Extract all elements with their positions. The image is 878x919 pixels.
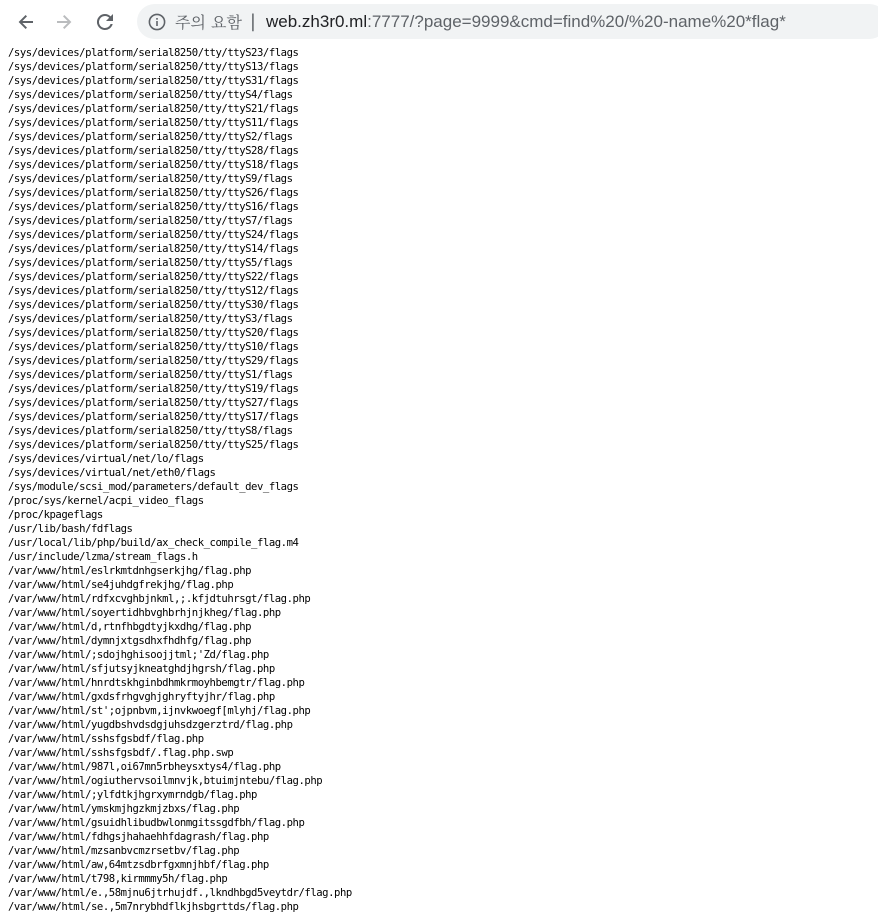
output-line: /proc/sys/kernel/acpi_video_flags — [8, 495, 204, 507]
output-line: /var/www/html/;sdojhghisoojjtml;'Zd/flag.php — [8, 649, 269, 661]
reload-icon — [95, 12, 115, 32]
output-line: /var/www/html/sfjutsyjkneatghdjhgrsh/flag.php — [8, 663, 275, 675]
output-line: /var/www/html/ymskmjhgzkmjzbxs/flag.php — [8, 803, 240, 815]
output-line: /sys/devices/platform/serial8250/tty/ttyS3/flags — [8, 313, 293, 325]
url-text[interactable] — [266, 12, 786, 32]
output-line: /sys/devices/platform/serial8250/tty/ttyS26/flags — [8, 187, 299, 199]
output-line: /sys/devices/platform/serial8250/tty/ttyS31/flags — [8, 75, 299, 87]
output-line: /var/www/html/ogiuthervsoilmnvjk,btuimjntebu/flag.php — [8, 775, 323, 787]
output-line: /var/www/html/sshsfgsbdf/.flag.php.swp — [8, 747, 234, 759]
info-icon[interactable] — [147, 12, 167, 32]
output-line: /var/www/html/se4juhdgfrekjhg/flag.php — [8, 579, 234, 591]
output-line: /var/www/html/fdhgsjhahaehhfdagrash/flag.php — [8, 831, 269, 843]
output-line: /sys/devices/platform/serial8250/tty/ttyS10/flags — [8, 341, 299, 353]
output-line: /var/www/html/;ylfdtkjhgrxymrndgb/flag.php — [8, 789, 257, 801]
output-line: /var/www/html/yugdbshvdsdgjuhsdzgerztrd/flag.php — [8, 719, 293, 731]
output-line: /sys/devices/virtual/net/eth0/flags — [8, 467, 216, 479]
output-line: /sys/devices/platform/serial8250/tty/ttyS2/flags — [8, 131, 293, 143]
url-separator: | — [249, 11, 256, 32]
output-line: /sys/devices/platform/serial8250/tty/ttyS27/flags — [8, 397, 299, 409]
output-line: /sys/devices/platform/serial8250/tty/ttyS17/flags — [8, 411, 299, 423]
output-line: /sys/devices/platform/serial8250/tty/ttyS22/flags — [8, 271, 299, 283]
output-line: /var/www/html/soyertidhbvghbrhjnjkheg/flag.php — [8, 607, 281, 619]
output-line: /sys/devices/platform/serial8250/tty/ttyS5/flags — [8, 257, 293, 269]
output-line: /sys/devices/platform/serial8250/tty/ttyS4/flags — [8, 89, 293, 101]
output-line: /var/www/html/987l,oi67mn5rbheysxtys4/flag.php — [8, 761, 281, 773]
output-line: /sys/devices/platform/serial8250/tty/ttyS16/flags — [8, 201, 299, 213]
output-line: /sys/devices/virtual/net/lo/flags — [8, 453, 204, 465]
output-line: /var/www/html/st';ojpnbvm,ijnvkwoegf[mlyhj/flag.php — [8, 705, 311, 717]
browser-toolbar — [0, 0, 878, 44]
output-line: /var/www/html/dymnjxtgsdhxfhdhfg/flag.php — [8, 635, 252, 647]
output-line: /sys/devices/platform/serial8250/tty/ttyS9/flags — [8, 173, 293, 185]
output-line: /var/www/html/t798,kirmmmy5h/flag.php — [8, 873, 228, 885]
output-line: /sys/devices/platform/serial8250/tty/ttyS30/flags — [8, 299, 299, 311]
command-output — [8, 46, 876, 914]
output-line: /var/www/html/sshsfgsbdf/flag.php — [8, 733, 204, 745]
output-line: /var/www/html/e.,58mjnu6jtrhujdf.,lkndhbgd5veytdr/flag.php — [8, 887, 352, 899]
output-line: /sys/devices/platform/serial8250/tty/ttyS1/flags — [8, 369, 293, 381]
url-path-query: :7777/?page=9999&cmd=find%20/%20-name%20*flag* — [367, 11, 786, 31]
output-line: /sys/devices/platform/serial8250/tty/ttyS19/flags — [8, 383, 299, 395]
output-line: /sys/devices/platform/serial8250/tty/ttyS18/flags — [8, 159, 299, 171]
output-line: /var/www/html/gsuidhlibudbwlonmgitssgdfbh/flag.php — [8, 817, 305, 829]
forward-button[interactable] — [48, 6, 80, 38]
output-line: /var/www/html/se.,5m7nrybhdflkjhsbgrttds/flag.php — [8, 901, 299, 913]
output-line: /proc/kpageflags — [8, 509, 103, 521]
output-line: /sys/devices/platform/serial8250/tty/ttyS24/flags — [8, 229, 299, 241]
output-line: /sys/devices/platform/serial8250/tty/ttyS20/flags — [8, 327, 299, 339]
output-line: /sys/devices/platform/serial8250/tty/ttyS21/flags — [8, 103, 299, 115]
arrow-right-icon — [54, 12, 74, 32]
arrow-left-icon — [16, 12, 36, 32]
security-label[interactable]: 주의 요함 — [175, 13, 242, 32]
output-line: /sys/devices/platform/serial8250/tty/ttyS25/flags — [8, 439, 299, 451]
output-line: /var/www/html/rdfxcvghbjnkml,;.kfjdtuhrsgt/flag.php — [8, 593, 311, 605]
output-line: /var/www/html/hnrdtskhginbdhmkrmoyhbemgtr/flag.php — [8, 677, 305, 689]
output-line: /var/www/html/d,rtnfhbgdtyjkxdhg/flag.php — [8, 621, 252, 633]
output-line: /sys/devices/platform/serial8250/tty/ttyS13/flags — [8, 61, 299, 73]
output-line: /sys/devices/platform/serial8250/tty/ttyS7/flags — [8, 215, 293, 227]
output-line: /sys/devices/platform/serial8250/tty/ttyS8/flags — [8, 425, 293, 437]
output-line: /usr/lib/bash/fdflags — [8, 523, 133, 535]
back-button[interactable] — [10, 6, 42, 38]
address-bar[interactable] — [137, 4, 878, 39]
output-line: /sys/devices/platform/serial8250/tty/ttyS12/flags — [8, 285, 299, 297]
reload-button[interactable] — [89, 6, 121, 38]
output-line: /usr/local/lib/php/build/ax_check_compile_flag.m4 — [8, 537, 299, 549]
output-line: /sys/devices/platform/serial8250/tty/ttyS11/flags — [8, 117, 299, 129]
output-line: /sys/devices/platform/serial8250/tty/ttyS29/flags — [8, 355, 299, 367]
output-line: /sys/module/scsi_mod/parameters/default_dev_flags — [8, 481, 299, 493]
output-line: /var/www/html/eslrkmtdnhgserkjhg/flag.php — [8, 565, 252, 577]
output-line: /usr/include/lzma/stream_flags.h — [8, 551, 198, 563]
output-line: /var/www/html/gxdsfrhgvghjghryftyjhr/flag.php — [8, 691, 275, 703]
output-line: /var/www/html/mzsanbvcmzrsetbv/flag.php — [8, 845, 240, 857]
output-line: /sys/devices/platform/serial8250/tty/ttyS28/flags — [8, 145, 299, 157]
output-line: /sys/devices/platform/serial8250/tty/ttyS14/flags — [8, 243, 299, 255]
output-line: /var/www/html/aw,64mtzsdbrfgxmnjhbf/flag.php — [8, 859, 269, 871]
url-host: web.zh3r0.ml — [266, 11, 368, 31]
output-line: /sys/devices/platform/serial8250/tty/ttyS23/flags — [8, 47, 299, 59]
